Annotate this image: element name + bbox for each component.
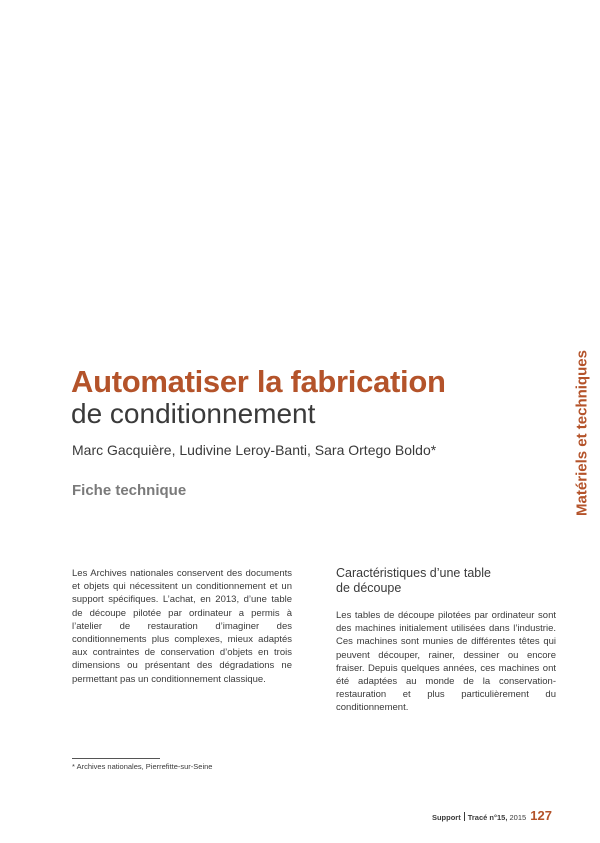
issue-label: Tracé n°15,: [467, 813, 508, 822]
side-tab-label: Matériels et techniques: [573, 350, 591, 516]
issue-year: 2015: [509, 813, 527, 822]
article-title: Automatiser la fabrication: [71, 364, 446, 399]
footnote-rule: [72, 758, 160, 759]
intro-paragraph: Les Archives nationales conservent des documents et objets qui nécessitent un conditionnement et un support spécifiques. L’achat, en 2013, d’une table de découpe pilotée par ordinateur a permis à l’atelier de restauration d’imaginer des conditionnements plus complexes, mieux adaptés aux contraintes de conservation d’objets en trois dimensions ou présentant des dégradations ne permettant pas un conditionnement classique.: [72, 568, 292, 685]
section-heading-line-2: de découpe: [336, 580, 402, 595]
authors-line: Marc Gacquière, Ludivine Leroy-Banti, Sara Ortego Boldo*: [72, 442, 437, 458]
folio-separator: [464, 812, 465, 821]
journal-name: Support: [431, 813, 461, 822]
article-subtitle: de conditionnement: [71, 398, 316, 429]
section-side-tab: [570, 344, 594, 522]
page-folio: [432, 808, 552, 823]
article-category: Fiche technique: [72, 482, 187, 499]
footnote: * Archives nationales, Pierrefitte-sur-Seine: [72, 762, 213, 771]
section-body: Les tables de découpe pilotées par ordinateur sont des machines initialement utilisées dans l’industrie. Ces machines sont munies de différentes têtes qui peuvent découper, rainer, dessiner ou encore fraiser. Depuis quelques années, ces machines ont été adaptées au monde de la conservation-restauration et plus particulièrement du conditionnement.: [336, 610, 556, 714]
page-number: 127: [530, 808, 552, 823]
section-heading-line-1: Caractéristiques d’une table: [336, 566, 491, 580]
section-heading: [336, 566, 536, 595]
